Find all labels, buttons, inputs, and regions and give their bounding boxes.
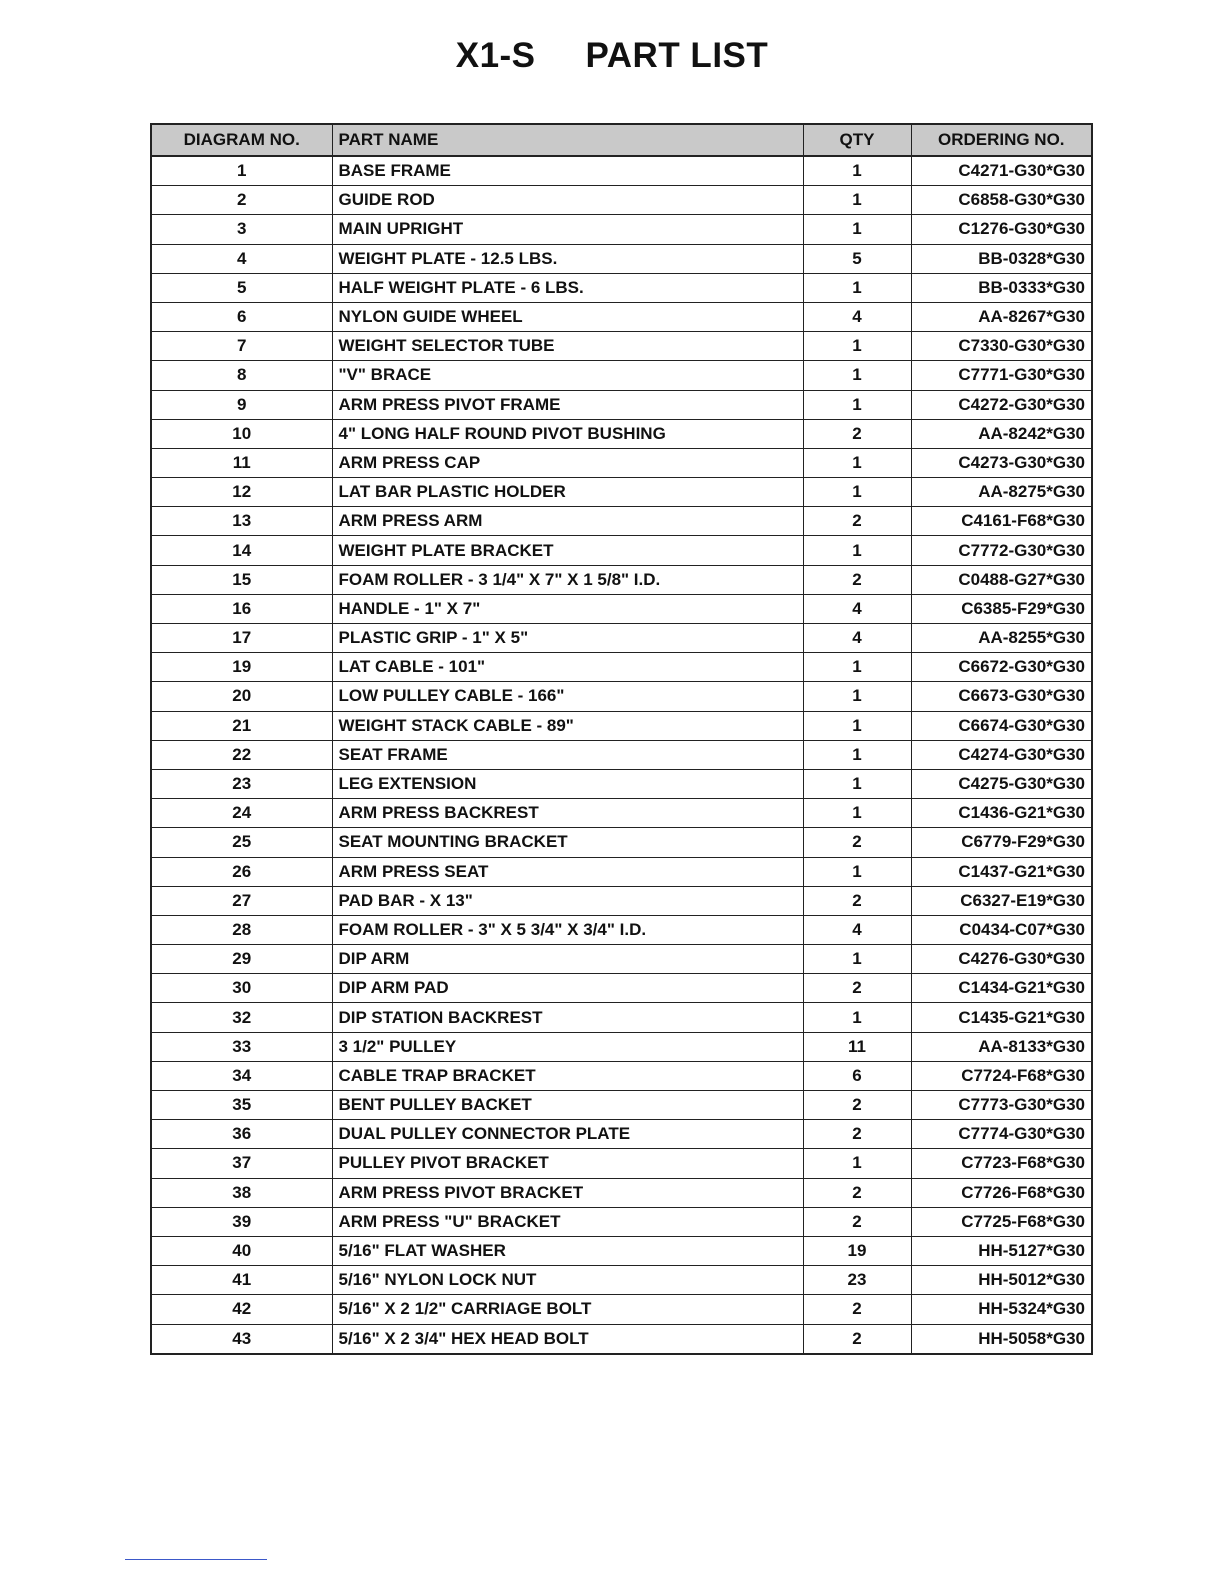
part-name-cell: ARM PRESS PIVOT BRACKET	[332, 1178, 803, 1207]
part-name-cell: LOW PULLEY CABLE - 166"	[332, 682, 803, 711]
table-row	[151, 974, 1092, 1003]
qty-cell: 1	[803, 1149, 911, 1178]
part-name-cell: BASE FRAME	[332, 156, 803, 186]
qty-cell: 1	[803, 186, 911, 215]
ordering-no-cell: C6674-G30*G30	[911, 711, 1092, 740]
title-heading: PART LIST	[585, 36, 769, 75]
table-row	[151, 1091, 1092, 1120]
table-row	[151, 1266, 1092, 1295]
diagram-no-cell: 11	[151, 448, 332, 477]
qty-cell: 4	[803, 915, 911, 944]
ordering-no-cell: C1435-G21*G30	[911, 1003, 1092, 1032]
diagram-no-cell: 24	[151, 799, 332, 828]
ordering-no-cell: C1436-G21*G30	[911, 799, 1092, 828]
table-row	[151, 740, 1092, 769]
table-row	[151, 419, 1092, 448]
ordering-no-cell: C4161-F68*G30	[911, 507, 1092, 536]
qty-cell: 2	[803, 1091, 911, 1120]
part-name-cell: HALF WEIGHT PLATE - 6 LBS.	[332, 273, 803, 302]
diagram-no-cell: 15	[151, 565, 332, 594]
ordering-no-cell: AA-8133*G30	[911, 1032, 1092, 1061]
part-name-cell: LEG EXTENSION	[332, 769, 803, 798]
table-row	[151, 711, 1092, 740]
qty-cell: 1	[803, 711, 911, 740]
diagram-no-cell: 27	[151, 886, 332, 915]
part-name-cell: GUIDE ROD	[332, 186, 803, 215]
table-row	[151, 1003, 1092, 1032]
diagram-no-cell: 4	[151, 244, 332, 273]
part-name-cell: ARM PRESS "U" BRACKET	[332, 1207, 803, 1236]
qty-cell: 2	[803, 1324, 911, 1354]
table-row	[151, 1236, 1092, 1265]
table-row	[151, 156, 1092, 186]
part-name-cell: LAT CABLE - 101"	[332, 653, 803, 682]
qty-cell: 2	[803, 507, 911, 536]
ordering-no-cell: C7723-F68*G30	[911, 1149, 1092, 1178]
ordering-no-cell: C1434-G21*G30	[911, 974, 1092, 1003]
part-name-cell: BENT PULLEY BACKET	[332, 1091, 803, 1120]
diagram-no-cell: 35	[151, 1091, 332, 1120]
table-header-row	[151, 124, 1092, 156]
part-name-cell: WEIGHT PLATE - 12.5 LBS.	[332, 244, 803, 273]
diagram-no-cell: 20	[151, 682, 332, 711]
ordering-no-cell: C0488-G27*G30	[911, 565, 1092, 594]
part-name-cell: PLASTIC GRIP - 1" X 5"	[332, 624, 803, 653]
part-name-cell: DIP STATION BACKREST	[332, 1003, 803, 1032]
ordering-no-cell: C4271-G30*G30	[911, 156, 1092, 186]
diagram-no-cell: 38	[151, 1178, 332, 1207]
ordering-no-cell: C4274-G30*G30	[911, 740, 1092, 769]
ordering-no-cell: C4273-G30*G30	[911, 448, 1092, 477]
qty-cell: 1	[803, 332, 911, 361]
qty-cell: 1	[803, 215, 911, 244]
part-name-cell: DIP ARM	[332, 945, 803, 974]
part-name-cell: 5/16" NYLON LOCK NUT	[332, 1266, 803, 1295]
qty-cell: 2	[803, 1178, 911, 1207]
header-ordering-no: ORDERING NO.	[911, 124, 1092, 156]
part-name-cell: 3 1/2" PULLEY	[332, 1032, 803, 1061]
part-name-cell: PULLEY PIVOT BRACKET	[332, 1149, 803, 1178]
table-row	[151, 653, 1092, 682]
part-name-cell: FOAM ROLLER - 3" X 5 3/4" X 3/4" I.D.	[332, 915, 803, 944]
qty-cell: 1	[803, 1003, 911, 1032]
table-row	[151, 915, 1092, 944]
diagram-no-cell: 7	[151, 332, 332, 361]
part-name-cell: LAT BAR PLASTIC HOLDER	[332, 478, 803, 507]
part-name-cell: 4" LONG HALF ROUND PIVOT BUSHING	[332, 419, 803, 448]
diagram-no-cell: 34	[151, 1061, 332, 1090]
ordering-no-cell: AA-8242*G30	[911, 419, 1092, 448]
ordering-no-cell: C4276-G30*G30	[911, 945, 1092, 974]
header-diagram-no: DIAGRAM NO.	[151, 124, 332, 156]
diagram-no-cell: 3	[151, 215, 332, 244]
part-name-cell: ARM PRESS ARM	[332, 507, 803, 536]
table-row	[151, 478, 1092, 507]
qty-cell: 1	[803, 945, 911, 974]
qty-cell: 1	[803, 536, 911, 565]
diagram-no-cell: 32	[151, 1003, 332, 1032]
diagram-no-cell: 29	[151, 945, 332, 974]
diagram-no-cell: 26	[151, 857, 332, 886]
table-row	[151, 332, 1092, 361]
table-row	[151, 886, 1092, 915]
table-row	[151, 1295, 1092, 1324]
qty-cell: 19	[803, 1236, 911, 1265]
qty-cell: 2	[803, 1207, 911, 1236]
ordering-no-cell: C4275-G30*G30	[911, 769, 1092, 798]
table-row	[151, 565, 1092, 594]
table-row	[151, 1120, 1092, 1149]
ordering-no-cell: C7330-G30*G30	[911, 332, 1092, 361]
qty-cell: 1	[803, 478, 911, 507]
footer-rule	[125, 1559, 267, 1560]
qty-cell: 1	[803, 857, 911, 886]
qty-cell: 4	[803, 594, 911, 623]
model-name: X1-S	[455, 36, 536, 75]
ordering-no-cell: HH-5012*G30	[911, 1266, 1092, 1295]
diagram-no-cell: 39	[151, 1207, 332, 1236]
qty-cell: 1	[803, 156, 911, 186]
table-row	[151, 828, 1092, 857]
part-name-cell: SEAT FRAME	[332, 740, 803, 769]
ordering-no-cell: C7726-F68*G30	[911, 1178, 1092, 1207]
qty-cell: 23	[803, 1266, 911, 1295]
diagram-no-cell: 19	[151, 653, 332, 682]
part-name-cell: MAIN UPRIGHT	[332, 215, 803, 244]
diagram-no-cell: 1	[151, 156, 332, 186]
header-part-name: PART NAME	[332, 124, 803, 156]
part-name-cell: SEAT MOUNTING BRACKET	[332, 828, 803, 857]
ordering-no-cell: C6858-G30*G30	[911, 186, 1092, 215]
part-name-cell: 5/16" FLAT WASHER	[332, 1236, 803, 1265]
diagram-no-cell: 14	[151, 536, 332, 565]
diagram-no-cell: 17	[151, 624, 332, 653]
ordering-no-cell: C6673-G30*G30	[911, 682, 1092, 711]
table-row	[151, 1207, 1092, 1236]
part-name-cell: WEIGHT STACK CABLE - 89"	[332, 711, 803, 740]
parts-table	[150, 123, 1093, 1355]
table-row	[151, 769, 1092, 798]
table-row	[151, 536, 1092, 565]
diagram-no-cell: 6	[151, 302, 332, 331]
table-row	[151, 273, 1092, 302]
ordering-no-cell: C7774-G30*G30	[911, 1120, 1092, 1149]
ordering-no-cell: C7771-G30*G30	[911, 361, 1092, 390]
table-row	[151, 361, 1092, 390]
qty-cell: 1	[803, 361, 911, 390]
part-name-cell: FOAM ROLLER - 3 1/4" X 7" X 1 5/8" I.D.	[332, 565, 803, 594]
diagram-no-cell: 22	[151, 740, 332, 769]
qty-cell: 1	[803, 769, 911, 798]
table-row	[151, 1178, 1092, 1207]
qty-cell: 11	[803, 1032, 911, 1061]
table-row	[151, 1061, 1092, 1090]
ordering-no-cell: C6672-G30*G30	[911, 653, 1092, 682]
ordering-no-cell: C1437-G21*G30	[911, 857, 1092, 886]
part-name-cell: DUAL PULLEY CONNECTOR PLATE	[332, 1120, 803, 1149]
diagram-no-cell: 42	[151, 1295, 332, 1324]
diagram-no-cell: 37	[151, 1149, 332, 1178]
qty-cell: 1	[803, 390, 911, 419]
table-row	[151, 945, 1092, 974]
table-row	[151, 1324, 1092, 1354]
qty-cell: 1	[803, 273, 911, 302]
table-row	[151, 594, 1092, 623]
diagram-no-cell: 41	[151, 1266, 332, 1295]
diagram-no-cell: 8	[151, 361, 332, 390]
parts-table-body	[151, 156, 1092, 1354]
ordering-no-cell: C6779-F29*G30	[911, 828, 1092, 857]
qty-cell: 4	[803, 302, 911, 331]
table-row	[151, 448, 1092, 477]
diagram-no-cell: 10	[151, 419, 332, 448]
part-name-cell: WEIGHT PLATE BRACKET	[332, 536, 803, 565]
diagram-no-cell: 13	[151, 507, 332, 536]
ordering-no-cell: HH-5127*G30	[911, 1236, 1092, 1265]
diagram-no-cell: 33	[151, 1032, 332, 1061]
table-row	[151, 1032, 1092, 1061]
page-title	[0, 36, 1224, 76]
qty-cell: 1	[803, 448, 911, 477]
diagram-no-cell: 5	[151, 273, 332, 302]
diagram-no-cell: 43	[151, 1324, 332, 1354]
part-name-cell: DIP ARM PAD	[332, 974, 803, 1003]
diagram-no-cell: 36	[151, 1120, 332, 1149]
qty-cell: 1	[803, 740, 911, 769]
qty-cell: 1	[803, 682, 911, 711]
ordering-no-cell: C7725-F68*G30	[911, 1207, 1092, 1236]
qty-cell: 2	[803, 565, 911, 594]
part-name-cell: 5/16" X 2 1/2" CARRIAGE BOLT	[332, 1295, 803, 1324]
qty-cell: 1	[803, 799, 911, 828]
part-name-cell: ARM PRESS PIVOT FRAME	[332, 390, 803, 419]
part-name-cell: "V" BRACE	[332, 361, 803, 390]
part-name-cell: 5/16" X 2 3/4" HEX HEAD BOLT	[332, 1324, 803, 1354]
qty-cell: 2	[803, 886, 911, 915]
table-row	[151, 390, 1092, 419]
table-row	[151, 302, 1092, 331]
header-qty: QTY	[803, 124, 911, 156]
part-name-cell: NYLON GUIDE WHEEL	[332, 302, 803, 331]
qty-cell: 2	[803, 828, 911, 857]
qty-cell: 2	[803, 974, 911, 1003]
qty-cell: 2	[803, 1120, 911, 1149]
table-row	[151, 1149, 1092, 1178]
diagram-no-cell: 30	[151, 974, 332, 1003]
ordering-no-cell: C7724-F68*G30	[911, 1061, 1092, 1090]
table-row	[151, 186, 1092, 215]
diagram-no-cell: 28	[151, 915, 332, 944]
ordering-no-cell: BB-0328*G30	[911, 244, 1092, 273]
diagram-no-cell: 21	[151, 711, 332, 740]
diagram-no-cell: 25	[151, 828, 332, 857]
diagram-no-cell: 2	[151, 186, 332, 215]
ordering-no-cell: AA-8267*G30	[911, 302, 1092, 331]
ordering-no-cell: C0434-C07*G30	[911, 915, 1092, 944]
diagram-no-cell: 9	[151, 390, 332, 419]
qty-cell: 5	[803, 244, 911, 273]
ordering-no-cell: C6327-E19*G30	[911, 886, 1092, 915]
diagram-no-cell: 23	[151, 769, 332, 798]
part-name-cell: HANDLE - 1" X 7"	[332, 594, 803, 623]
part-name-cell: CABLE TRAP BRACKET	[332, 1061, 803, 1090]
diagram-no-cell: 12	[151, 478, 332, 507]
ordering-no-cell: C7772-G30*G30	[911, 536, 1092, 565]
table-row	[151, 799, 1092, 828]
table-row	[151, 244, 1092, 273]
part-name-cell: ARM PRESS CAP	[332, 448, 803, 477]
part-name-cell: WEIGHT SELECTOR TUBE	[332, 332, 803, 361]
table-row	[151, 624, 1092, 653]
qty-cell: 2	[803, 419, 911, 448]
qty-cell: 1	[803, 653, 911, 682]
part-name-cell: ARM PRESS BACKREST	[332, 799, 803, 828]
qty-cell: 2	[803, 1295, 911, 1324]
table-row	[151, 682, 1092, 711]
diagram-no-cell: 16	[151, 594, 332, 623]
ordering-no-cell: C4272-G30*G30	[911, 390, 1092, 419]
table-row	[151, 215, 1092, 244]
diagram-no-cell: 40	[151, 1236, 332, 1265]
table-row	[151, 507, 1092, 536]
ordering-no-cell: C6385-F29*G30	[911, 594, 1092, 623]
table-row	[151, 857, 1092, 886]
ordering-no-cell: C1276-G30*G30	[911, 215, 1092, 244]
ordering-no-cell: AA-8255*G30	[911, 624, 1092, 653]
ordering-no-cell: AA-8275*G30	[911, 478, 1092, 507]
ordering-no-cell: HH-5324*G30	[911, 1295, 1092, 1324]
ordering-no-cell: BB-0333*G30	[911, 273, 1092, 302]
ordering-no-cell: HH-5058*G30	[911, 1324, 1092, 1354]
part-name-cell: PAD BAR - X 13"	[332, 886, 803, 915]
part-name-cell: ARM PRESS SEAT	[332, 857, 803, 886]
qty-cell: 6	[803, 1061, 911, 1090]
qty-cell: 4	[803, 624, 911, 653]
ordering-no-cell: C7773-G30*G30	[911, 1091, 1092, 1120]
